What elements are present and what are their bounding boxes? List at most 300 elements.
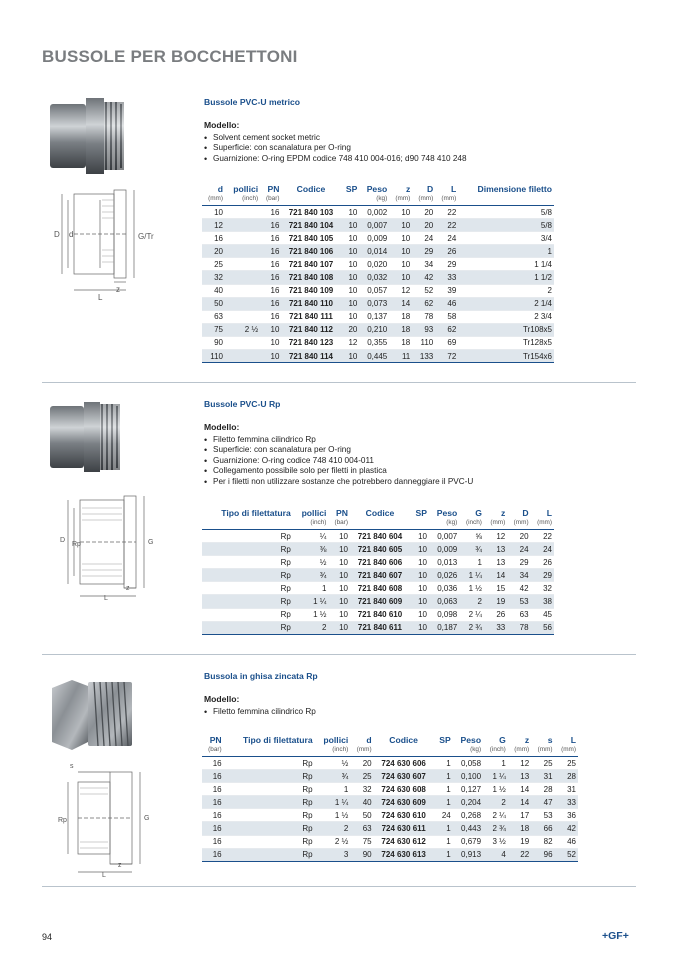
table-cell: 28	[531, 783, 554, 796]
table-cell: 52	[412, 284, 435, 297]
column-header: Peso	[366, 184, 388, 194]
table-cell: 25	[555, 757, 578, 770]
table-cell: 0,014	[359, 245, 389, 258]
table-row	[202, 848, 578, 861]
table-cell: 13	[484, 543, 507, 556]
table-cell: 0,009	[429, 543, 459, 556]
column-header: G	[499, 735, 506, 745]
unit-label	[434, 745, 453, 757]
table-cell: 16	[202, 822, 224, 835]
table-cell: 62	[435, 323, 458, 336]
spec-table-ghisa-rp	[202, 735, 578, 862]
table-row	[202, 595, 554, 608]
unit-label: (mm)	[350, 745, 373, 757]
content-ghisa-rp	[204, 671, 594, 717]
table-row	[202, 822, 578, 835]
product-code: 724 630 612	[374, 835, 434, 848]
table-cell: 25	[202, 258, 225, 271]
product-code: 721 840 114	[281, 350, 340, 363]
product-code: 721 840 605	[350, 543, 410, 556]
header-row	[202, 184, 554, 194]
table-cell: 10	[341, 245, 360, 258]
unit-label	[281, 194, 340, 206]
column-header: Peso	[460, 735, 482, 745]
table-cell: 63	[202, 310, 225, 323]
unit-label: (mm)	[389, 194, 412, 206]
column-header: z	[500, 508, 506, 518]
table-cell: 0,204	[453, 796, 483, 809]
table-cell: 0,268	[453, 809, 483, 822]
table-cell: 26	[531, 556, 554, 569]
table-cell: 1	[434, 757, 453, 770]
table-cell: 25	[531, 757, 554, 770]
section-divider	[42, 886, 636, 887]
table-cell: 0,009	[359, 232, 389, 245]
table-cell: 33	[484, 621, 507, 634]
table-cell: Rp	[224, 783, 315, 796]
product-code: 721 840 108	[281, 271, 340, 284]
dim-label-d: d	[69, 230, 74, 239]
column-header: Dimensione filetto	[477, 184, 552, 194]
table-cell: 0,098	[429, 608, 459, 621]
column-header: L	[451, 184, 457, 194]
table-cell: 29	[435, 258, 458, 271]
table-cell: 2 1/4	[458, 297, 554, 310]
table-cell: 2 ¾	[483, 822, 508, 835]
column-header: z	[405, 184, 411, 194]
table-cell: 10	[328, 582, 350, 595]
table-cell	[225, 350, 260, 363]
table-cell: 14	[389, 297, 412, 310]
table-cell: 2 ¾	[459, 621, 484, 634]
table-cell	[225, 297, 260, 310]
table-cell: 0,679	[453, 835, 483, 848]
table-cell: 1 1/4	[458, 258, 554, 271]
table-cell: 22	[508, 848, 531, 861]
product-code: 724 630 610	[374, 809, 434, 822]
table-row	[202, 608, 554, 621]
table-cell: 40	[350, 796, 373, 809]
column-header: SP	[439, 735, 451, 745]
table-cell: 10	[260, 350, 281, 363]
table-cell: 32	[202, 271, 225, 284]
table-cell: 22	[435, 219, 458, 232]
table-cell: 29	[412, 245, 435, 258]
table-cell: 10	[202, 206, 225, 219]
table-cell: 0,100	[453, 770, 483, 783]
table-cell: 110	[202, 350, 225, 363]
table-cell: 0,007	[429, 530, 459, 543]
column-header: z	[524, 735, 530, 745]
table-cell: 1	[458, 245, 554, 258]
table-cell: 1 ¼	[459, 569, 484, 582]
product-code: 724 630 606	[374, 757, 434, 770]
table-cell: 1 ¼	[293, 595, 329, 608]
table-cell: 36	[555, 809, 578, 822]
table-row	[202, 835, 578, 848]
table-cell: 24	[507, 543, 530, 556]
table-cell: ⅜	[293, 543, 329, 556]
table-cell: 1	[434, 783, 453, 796]
table-cell: 1	[434, 770, 453, 783]
feature-item: • Superficie: con scanalatura per O-ring	[204, 445, 594, 455]
table-row	[202, 284, 554, 297]
table-cell: ½	[293, 556, 329, 569]
column-header: pollici	[233, 184, 259, 194]
table-cell: 14	[508, 783, 531, 796]
column-header: Codice	[296, 184, 326, 194]
table-cell: 16	[260, 206, 281, 219]
table-cell: 50	[202, 297, 225, 310]
table-row	[202, 569, 554, 582]
feature-item: • Per i filetti non utilizzare sostanze che potrebbero danneggiare il PVC-U	[204, 477, 594, 487]
table-cell: 26	[435, 245, 458, 258]
unit-label	[350, 518, 410, 530]
dim-label-G: G	[148, 539, 154, 546]
table-cell: 10	[328, 569, 350, 582]
table-cell: Tr128x5	[458, 336, 554, 349]
unit-label: (mm)	[508, 745, 531, 757]
table-cell: 10	[341, 271, 360, 284]
table-cell: 12	[389, 284, 412, 297]
table-cell: 10	[328, 608, 350, 621]
section-title-pvc-rp: Bussole PVC-U Rp	[204, 399, 281, 409]
table-cell: 10	[389, 232, 412, 245]
table-cell	[225, 232, 260, 245]
feature-list	[204, 133, 594, 164]
product-code: 721 840 103	[281, 206, 340, 219]
table-cell: 31	[531, 770, 554, 783]
column-header: Tipo di filettatura	[221, 508, 291, 518]
column-header: SP	[415, 508, 427, 518]
table-row	[202, 232, 554, 245]
dim-label-L: L	[104, 595, 108, 601]
table-cell: 10	[328, 543, 350, 556]
table-cell: 82	[531, 835, 554, 848]
table-cell: 42	[412, 271, 435, 284]
table-cell: 13	[484, 556, 507, 569]
product-code: 721 840 608	[350, 582, 410, 595]
table-cell: 18	[389, 323, 412, 336]
table-cell: 29	[531, 569, 554, 582]
page-number: 94	[42, 932, 53, 942]
table-cell: 1	[434, 822, 453, 835]
table-cell: Rp	[224, 809, 315, 822]
table-cell: 26	[484, 608, 507, 621]
table-cell: 78	[507, 621, 530, 634]
table-cell: 16	[202, 232, 225, 245]
dim-label-L: L	[102, 872, 106, 878]
dim-label-z: z	[126, 585, 130, 592]
table-cell: 3 ½	[483, 835, 508, 848]
section-pvc-metric	[42, 90, 636, 380]
column-header: Tipo di filettatura	[243, 735, 313, 745]
product-photo-ghisa-rp	[42, 668, 192, 878]
content-pvc-rp	[204, 399, 594, 487]
table-cell: 42	[555, 822, 578, 835]
product-code: 721 840 611	[350, 621, 410, 634]
unit-label: (kg)	[359, 194, 389, 206]
column-header: s	[547, 735, 553, 745]
unit-label: (mm)	[202, 194, 225, 206]
table-cell: 0,187	[429, 621, 459, 634]
dim-label-z: z	[118, 862, 122, 869]
header-row	[202, 735, 578, 745]
table-cell: 34	[412, 258, 435, 271]
table-cell: 24	[412, 232, 435, 245]
table-cell: Tr154x6	[458, 350, 554, 363]
unit-label	[374, 745, 434, 757]
table-cell: 0,063	[429, 595, 459, 608]
table-cell: 10	[410, 530, 429, 543]
column-header: G	[475, 508, 482, 518]
column-header: PN	[267, 184, 280, 194]
unit-label: (kg)	[429, 518, 459, 530]
table-row	[202, 219, 554, 232]
table-cell: 16	[260, 245, 281, 258]
column-header: D	[427, 184, 434, 194]
table-cell: ¾	[459, 543, 484, 556]
table-row	[202, 323, 554, 336]
table-row	[202, 336, 554, 349]
table-cell: 5/8	[458, 206, 554, 219]
table-row	[202, 245, 554, 258]
table-cell: 69	[435, 336, 458, 349]
unit-label: (inch)	[315, 745, 351, 757]
table-cell: 12	[202, 219, 225, 232]
unit-label: (inch)	[459, 518, 484, 530]
table-cell: 10	[389, 271, 412, 284]
table-cell: 20	[412, 206, 435, 219]
table-cell: 16	[260, 258, 281, 271]
dim-label-rp: Rp	[72, 541, 81, 548]
table-cell: 52	[555, 848, 578, 861]
table-row	[202, 350, 554, 363]
unit-label: (mm)	[507, 518, 530, 530]
section-pvc-rp	[42, 392, 636, 654]
product-code: 724 630 607	[374, 770, 434, 783]
table-cell: 10	[341, 219, 360, 232]
table-cell: Rp	[202, 621, 293, 634]
table-cell: 12	[508, 757, 531, 770]
dim-label-z: z	[116, 285, 120, 294]
spec-table-pvc-rp	[202, 508, 554, 635]
feature-item: • Collegamento possibile solo per filetti in plastica	[204, 466, 594, 476]
table-cell: 96	[531, 848, 554, 861]
table-cell: 10	[410, 543, 429, 556]
table-cell: 0,032	[359, 271, 389, 284]
unit-label: (bar)	[328, 518, 350, 530]
table-cell: 110	[412, 336, 435, 349]
table-cell: 13	[508, 770, 531, 783]
table-cell: 90	[202, 336, 225, 349]
table-cell: 75	[350, 835, 373, 848]
unit-label: (inch)	[225, 194, 260, 206]
table-cell: 46	[435, 297, 458, 310]
unit-label: (mm)	[531, 518, 554, 530]
table-cell: 3/4	[458, 232, 554, 245]
section-title-ghisa-rp: Bussola in ghisa zincata Rp	[204, 671, 318, 681]
table-cell: Rp	[202, 530, 293, 543]
table-row	[202, 783, 578, 796]
unit-label	[224, 745, 315, 757]
table-row	[202, 543, 554, 556]
table-cell	[225, 336, 260, 349]
product-photo-pvc-rp	[42, 396, 192, 601]
table-cell: 2	[315, 822, 351, 835]
table-cell: 2	[483, 796, 508, 809]
table-cell: 16	[202, 770, 224, 783]
units-row	[202, 518, 554, 530]
table-cell: ⅝	[459, 530, 484, 543]
product-code: 721 840 110	[281, 297, 340, 310]
product-code: 721 840 606	[350, 556, 410, 569]
column-header: PN	[209, 735, 222, 745]
table-cell: 1 ¼	[483, 770, 508, 783]
table-cell: 10	[410, 608, 429, 621]
table-cell: 16	[202, 757, 224, 770]
header-row	[202, 508, 554, 518]
modello-label: Modello:	[204, 422, 240, 432]
column-header: pollici	[301, 508, 327, 518]
table-cell: 10	[389, 258, 412, 271]
table-cell: 50	[350, 809, 373, 822]
table-cell: Rp	[224, 757, 315, 770]
table-cell: 42	[507, 582, 530, 595]
table-cell: 22	[435, 206, 458, 219]
table-cell: 1 ½	[483, 783, 508, 796]
table-cell: 58	[435, 310, 458, 323]
product-photo-pvc-metric	[42, 94, 192, 304]
table-cell: 16	[260, 310, 281, 323]
table-cell: 10	[341, 258, 360, 271]
product-code: 721 840 604	[350, 530, 410, 543]
dim-label-D: D	[54, 230, 60, 239]
product-code: 721 840 109	[281, 284, 340, 297]
table-cell: 66	[531, 822, 554, 835]
table-cell: 0,137	[359, 310, 389, 323]
table-cell: 38	[531, 595, 554, 608]
table-cell: 5/8	[458, 219, 554, 232]
table-row	[202, 297, 554, 310]
table-cell: 4	[483, 848, 508, 861]
table-cell: 33	[435, 271, 458, 284]
table-cell: Rp	[202, 556, 293, 569]
table-cell: 20	[350, 757, 373, 770]
table-cell: 2	[293, 621, 329, 634]
table-cell: 12	[341, 336, 360, 349]
table-cell: Rp	[202, 543, 293, 556]
product-code: 724 630 608	[374, 783, 434, 796]
table-cell: 24	[434, 809, 453, 822]
table-cell: 16	[202, 835, 224, 848]
table-cell: 25	[350, 770, 373, 783]
brand-logo: +GF+	[602, 930, 629, 942]
table-cell: 0,020	[359, 258, 389, 271]
table-cell: 63	[507, 608, 530, 621]
table-cell: 0,913	[453, 848, 483, 861]
table-cell: 19	[484, 595, 507, 608]
table-cell: 2	[458, 284, 554, 297]
table-row	[202, 582, 554, 595]
section-ghisa-rp	[42, 664, 636, 886]
table-cell: Rp	[202, 569, 293, 582]
table-row	[202, 556, 554, 569]
table-cell: 10	[410, 621, 429, 634]
product-illustration-pvc-metric	[42, 94, 192, 374]
unit-label: (mm)	[484, 518, 507, 530]
column-header: PN	[336, 508, 348, 518]
content-pvc-metric	[204, 97, 594, 164]
table-cell: 16	[260, 219, 281, 232]
table-cell: 20	[341, 323, 360, 336]
table-cell: 93	[412, 323, 435, 336]
table-cell: 0,036	[429, 582, 459, 595]
product-code: 724 630 609	[374, 796, 434, 809]
table-cell: 33	[555, 796, 578, 809]
table-cell: 47	[531, 796, 554, 809]
table-cell: ¾	[315, 770, 351, 783]
table-cell: 1	[315, 783, 351, 796]
product-code: 721 840 607	[350, 569, 410, 582]
table-cell: 2 ½	[315, 835, 351, 848]
table-cell: 16	[260, 232, 281, 245]
table-cell: 75	[202, 323, 225, 336]
product-code: 724 630 611	[374, 822, 434, 835]
table-cell: 28	[555, 770, 578, 783]
table-row	[202, 310, 554, 323]
table-cell: 10	[389, 245, 412, 258]
table-cell: 20	[412, 219, 435, 232]
table-cell	[225, 310, 260, 323]
table-cell: 1	[434, 835, 453, 848]
table-cell: Tr108x5	[458, 323, 554, 336]
table-cell: 0,013	[429, 556, 459, 569]
table-cell: 14	[508, 796, 531, 809]
product-code: 721 840 609	[350, 595, 410, 608]
table-cell: 39	[435, 284, 458, 297]
table-cell: 3	[315, 848, 351, 861]
table-cell: 17	[508, 809, 531, 822]
table-cell: 2 ¼	[459, 608, 484, 621]
dim-label-D: D	[60, 537, 66, 544]
unit-label: (bar)	[202, 745, 224, 757]
table-row	[202, 258, 554, 271]
table-cell: 10	[328, 530, 350, 543]
table-cell: 16	[202, 848, 224, 861]
table-cell	[225, 245, 260, 258]
product-code: 721 840 107	[281, 258, 340, 271]
page-title: BUSSOLE PER BOCCHETTONI	[42, 47, 298, 66]
table-cell: 133	[412, 350, 435, 363]
table-cell: 1	[434, 796, 453, 809]
feature-item: • Filetto femmina cilindrico Rp	[204, 435, 594, 445]
table-row	[202, 530, 554, 543]
table-cell: 10	[341, 350, 360, 363]
table-cell: ½	[315, 757, 351, 770]
table-cell: 40	[202, 284, 225, 297]
unit-label: (mm)	[435, 194, 458, 206]
table-cell: 1 ½	[293, 608, 329, 621]
column-header: Peso	[436, 508, 458, 518]
table-cell: 90	[350, 848, 373, 861]
table-cell: 10	[328, 595, 350, 608]
table-cell: 0,002	[359, 206, 389, 219]
table-cell: 0,007	[359, 219, 389, 232]
table-cell: 0,057	[359, 284, 389, 297]
table-cell: 0,443	[453, 822, 483, 835]
table-cell: 1 1/2	[458, 271, 554, 284]
